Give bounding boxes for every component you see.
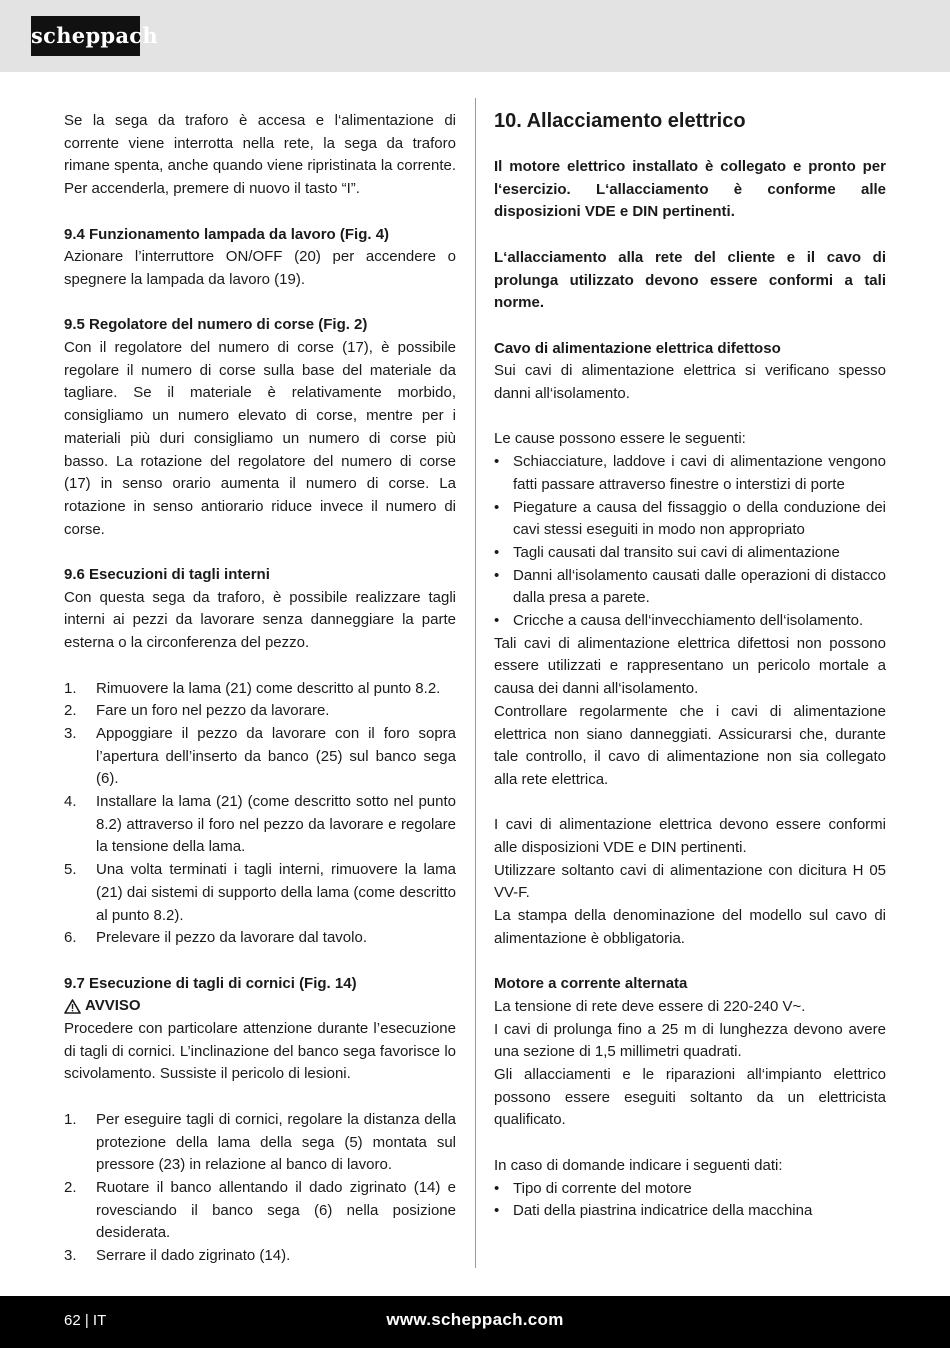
step-number: 1. — [64, 1110, 77, 1128]
causes-list — [494, 451, 886, 633]
list-item — [494, 451, 886, 496]
step-number: 1. — [64, 679, 77, 697]
bullet-text: Tagli causati dal transito sui cavi di alimentazione — [513, 543, 840, 561]
ac-paragraph-3: Gli allacciamenti e le riparazioni all‘impianto elettrico possono essere eseguiti soltanto da un elettricista qualificato. — [494, 1066, 886, 1129]
bullet-text: Schiacciature, laddove i cavi di alimentazione vengono fatti passare attraverso finestre o interstizi di porte — [513, 453, 886, 493]
cable-paragraph-4: Utilizzare soltanto cavi di alimentazione con dicitura H 05 VV-F. — [494, 861, 886, 902]
step-number: 3. — [64, 1247, 77, 1265]
list-item — [64, 791, 456, 859]
bullet-text: Tipo di corrente del motore — [513, 1179, 692, 1197]
step-text: Rimuovere la lama (21) come descritto al punto 8.2. — [96, 679, 441, 697]
bullet-text: Dati della piastrina indicatrice della macchina — [513, 1202, 813, 1220]
step-number: 4. — [64, 793, 77, 811]
defective-cable-text: Sui cavi di alimentazione elettrica si verificano spesso danni all‘isolamento. — [494, 362, 886, 402]
section-9-7-steps — [64, 1109, 456, 1268]
section-9-6-heading: 9.6 Esecuzioni di tagli interni — [64, 566, 270, 584]
page-number: 62 | IT — [64, 1312, 107, 1329]
footer-bar — [0, 1296, 950, 1348]
section-10-heading: 10. Allacciamento elettrico — [494, 110, 746, 132]
bullet: • — [494, 612, 500, 630]
list-item — [494, 1200, 886, 1223]
list-item — [494, 610, 886, 633]
list-item — [494, 497, 886, 542]
list-item — [494, 565, 886, 610]
step-text: Fare un foro nel pezzo da lavorare. — [96, 702, 330, 720]
section-9-4-heading: 9.4 Funzionamento lampada da lavoro (Fig. 4) — [64, 225, 390, 243]
bullet: • — [494, 453, 500, 471]
list-item — [64, 1109, 456, 1177]
cable-paragraph-5: La stampa della denominazione del modello sul cavo di alimentazione è obbligatoria. — [494, 907, 886, 947]
warning-label — [64, 995, 456, 1018]
section-10-bold-paragraph-1: Il motore elettrico installato è collegato e pronto per l‘esercizio. L‘allacciamento è conforme alle disposizioni VDE e DIN pertinenti. — [494, 158, 886, 221]
column-divider — [475, 98, 476, 1268]
right-column — [494, 110, 886, 1223]
ac-paragraph-2: I cavi di prolunga fino a 25 m di lunghezza devono avere una sezione di 1,5 millimetri quadrati. — [494, 1020, 886, 1061]
cable-paragraph-3: I cavi di alimentazione elettrica devono essere conformi alle disposizioni VDE e DIN pertinenti. — [494, 816, 886, 857]
cable-paragraph-2: Controllare regolarmente che i cavi di alimentazione elettrica non siano danneggiati. Assicurarsi che, durante tale controllo, il cavo di alimentazione non sia collegato alla rete elettrica. — [494, 702, 886, 788]
section-9-7-text: Procedere con particolare attenzione durante l’esecuzione di tagli di cornici. L’inclinazione del banco sega favorisce lo scivolamento. Sussiste il pericolo di lesioni. — [64, 1020, 456, 1083]
warning-triangle-icon — [64, 999, 81, 1014]
section-9-5-heading: 9.5 Regolatore del numero di corse (Fig. 2) — [64, 316, 368, 334]
causes-intro: Le cause possono essere le seguenti: — [494, 430, 746, 448]
intro-paragraph: Se la sega da traforo è accesa e l‘alimentazione di corrente viene interrotta nella rete, la sega da traforo rimane spenta, anche quando viene ripristinata la corrente. Per accenderla, premere di nuovo il tasto “I”. — [64, 112, 456, 198]
step-text: Per eseguire tagli di cornici, regolare la distanza della protezione della lama della sega (5) montata sul pressore (23) in relazione al banco di lavoro. — [96, 1110, 456, 1174]
bullet-text: Cricche a causa dell‘invecchiamento dell‘isolamento. — [513, 612, 864, 630]
step-number: 5. — [64, 861, 77, 879]
step-number: 3. — [64, 724, 77, 742]
defective-cable-heading: Cavo di alimentazione elettrica difettoso — [494, 339, 781, 357]
step-text: Appoggiare il pezzo da lavorare con il foro sopra l’apertura dell’inserto da banco (25) sul banco sega (6). — [96, 724, 456, 788]
list-item — [64, 678, 456, 701]
bullet-text: Danni all‘isolamento causati dalle operazioni di distacco dalla presa a parete. — [513, 566, 886, 607]
bullet: • — [494, 1202, 500, 1220]
bullet: • — [494, 566, 500, 584]
step-number: 2. — [64, 702, 77, 720]
bullet-text: Piegature a causa del fissaggio o della conduzione dei cavi stessi eseguiti in modo non appropriato — [513, 498, 886, 539]
ac-paragraph-1: La tensione di rete deve essere di 220-240 V~. — [494, 997, 806, 1015]
list-item — [494, 542, 886, 565]
list-item — [64, 859, 456, 927]
step-number: 6. — [64, 929, 77, 947]
bullet: • — [494, 1179, 500, 1197]
list-item — [494, 1178, 886, 1201]
step-text: Installare la lama (21) (come descritto sotto nel punto 8.2) attraverso il foro nel pezzo da lavorare e regolare la tensione della lama. — [96, 793, 456, 856]
bullet: • — [494, 498, 500, 516]
step-number: 2. — [64, 1178, 77, 1196]
step-text: Serrare il dado zigrinato (14). — [96, 1247, 291, 1265]
header-band — [0, 0, 950, 72]
section-10-bold-paragraph-2: L‘allacciamento alla rete del cliente e il cavo di prolunga utilizzato devono essere conformi a tali norme. — [494, 248, 886, 312]
section-9-6-steps — [64, 678, 456, 950]
questions-intro: In caso di domande indicare i seguenti dati: — [494, 1156, 783, 1174]
list-item — [64, 1177, 456, 1245]
left-column — [64, 110, 456, 1268]
questions-list — [494, 1178, 886, 1223]
section-9-7-heading: 9.7 Esecuzione di tagli di cornici (Fig. 14) — [64, 974, 357, 992]
list-item — [64, 723, 456, 791]
list-item — [64, 1245, 456, 1268]
step-text: Una volta terminati i tagli interni, rimuovere la lama (21) dai sistemi di supporto della lama (come descritto al punto 8.2). — [96, 861, 456, 924]
section-9-5-text: Con il regolatore del numero di corse (17), è possibile regolare il numero di corse sulla base del materiale da tagliare. Se il materiale è relativamente morbido, consigliamo un numero elevato di corse, mentre per i materiali più duri consigliamo un numero di corse più basso. La rotazione del regolatore del numero di corse (17) in senso orario aumenta il numero di corse. La rotazione in senso antiorario riduce invece il numero di corse. — [64, 339, 456, 538]
scheppach-logo: scheppach — [31, 16, 140, 56]
list-item — [64, 927, 456, 950]
section-9-4-text: Azionare l’interruttore ON/OFF (20) per accendere o spegnere la lampada da lavoro (19). — [64, 248, 456, 288]
list-item — [64, 700, 456, 723]
section-9-6-text: Con questa sega da traforo, è possibile realizzare tagli interni ai pezzi da lavorare senza danneggiare la parte esterna o la circonferenza del pezzo. — [64, 588, 456, 652]
cable-paragraph-1: Tali cavi di alimentazione elettrica difettosi non possono essere utilizzati e rappresentano un pericolo mortale a causa dei danni all‘isolamento. — [494, 634, 886, 698]
ac-motor-heading: Motore a corrente alternata — [494, 975, 688, 993]
bullet: • — [494, 543, 500, 561]
step-text: Prelevare il pezzo da lavorare dal tavolo. — [96, 929, 367, 947]
website-url: www.scheppach.com — [386, 1310, 564, 1329]
step-text: Ruotare il banco allentando il dado zigrinato (14) e rovesciando il banco sega (6) nella posizione desiderata. — [96, 1178, 456, 1242]
warning-text: AVVISO — [85, 997, 141, 1015]
